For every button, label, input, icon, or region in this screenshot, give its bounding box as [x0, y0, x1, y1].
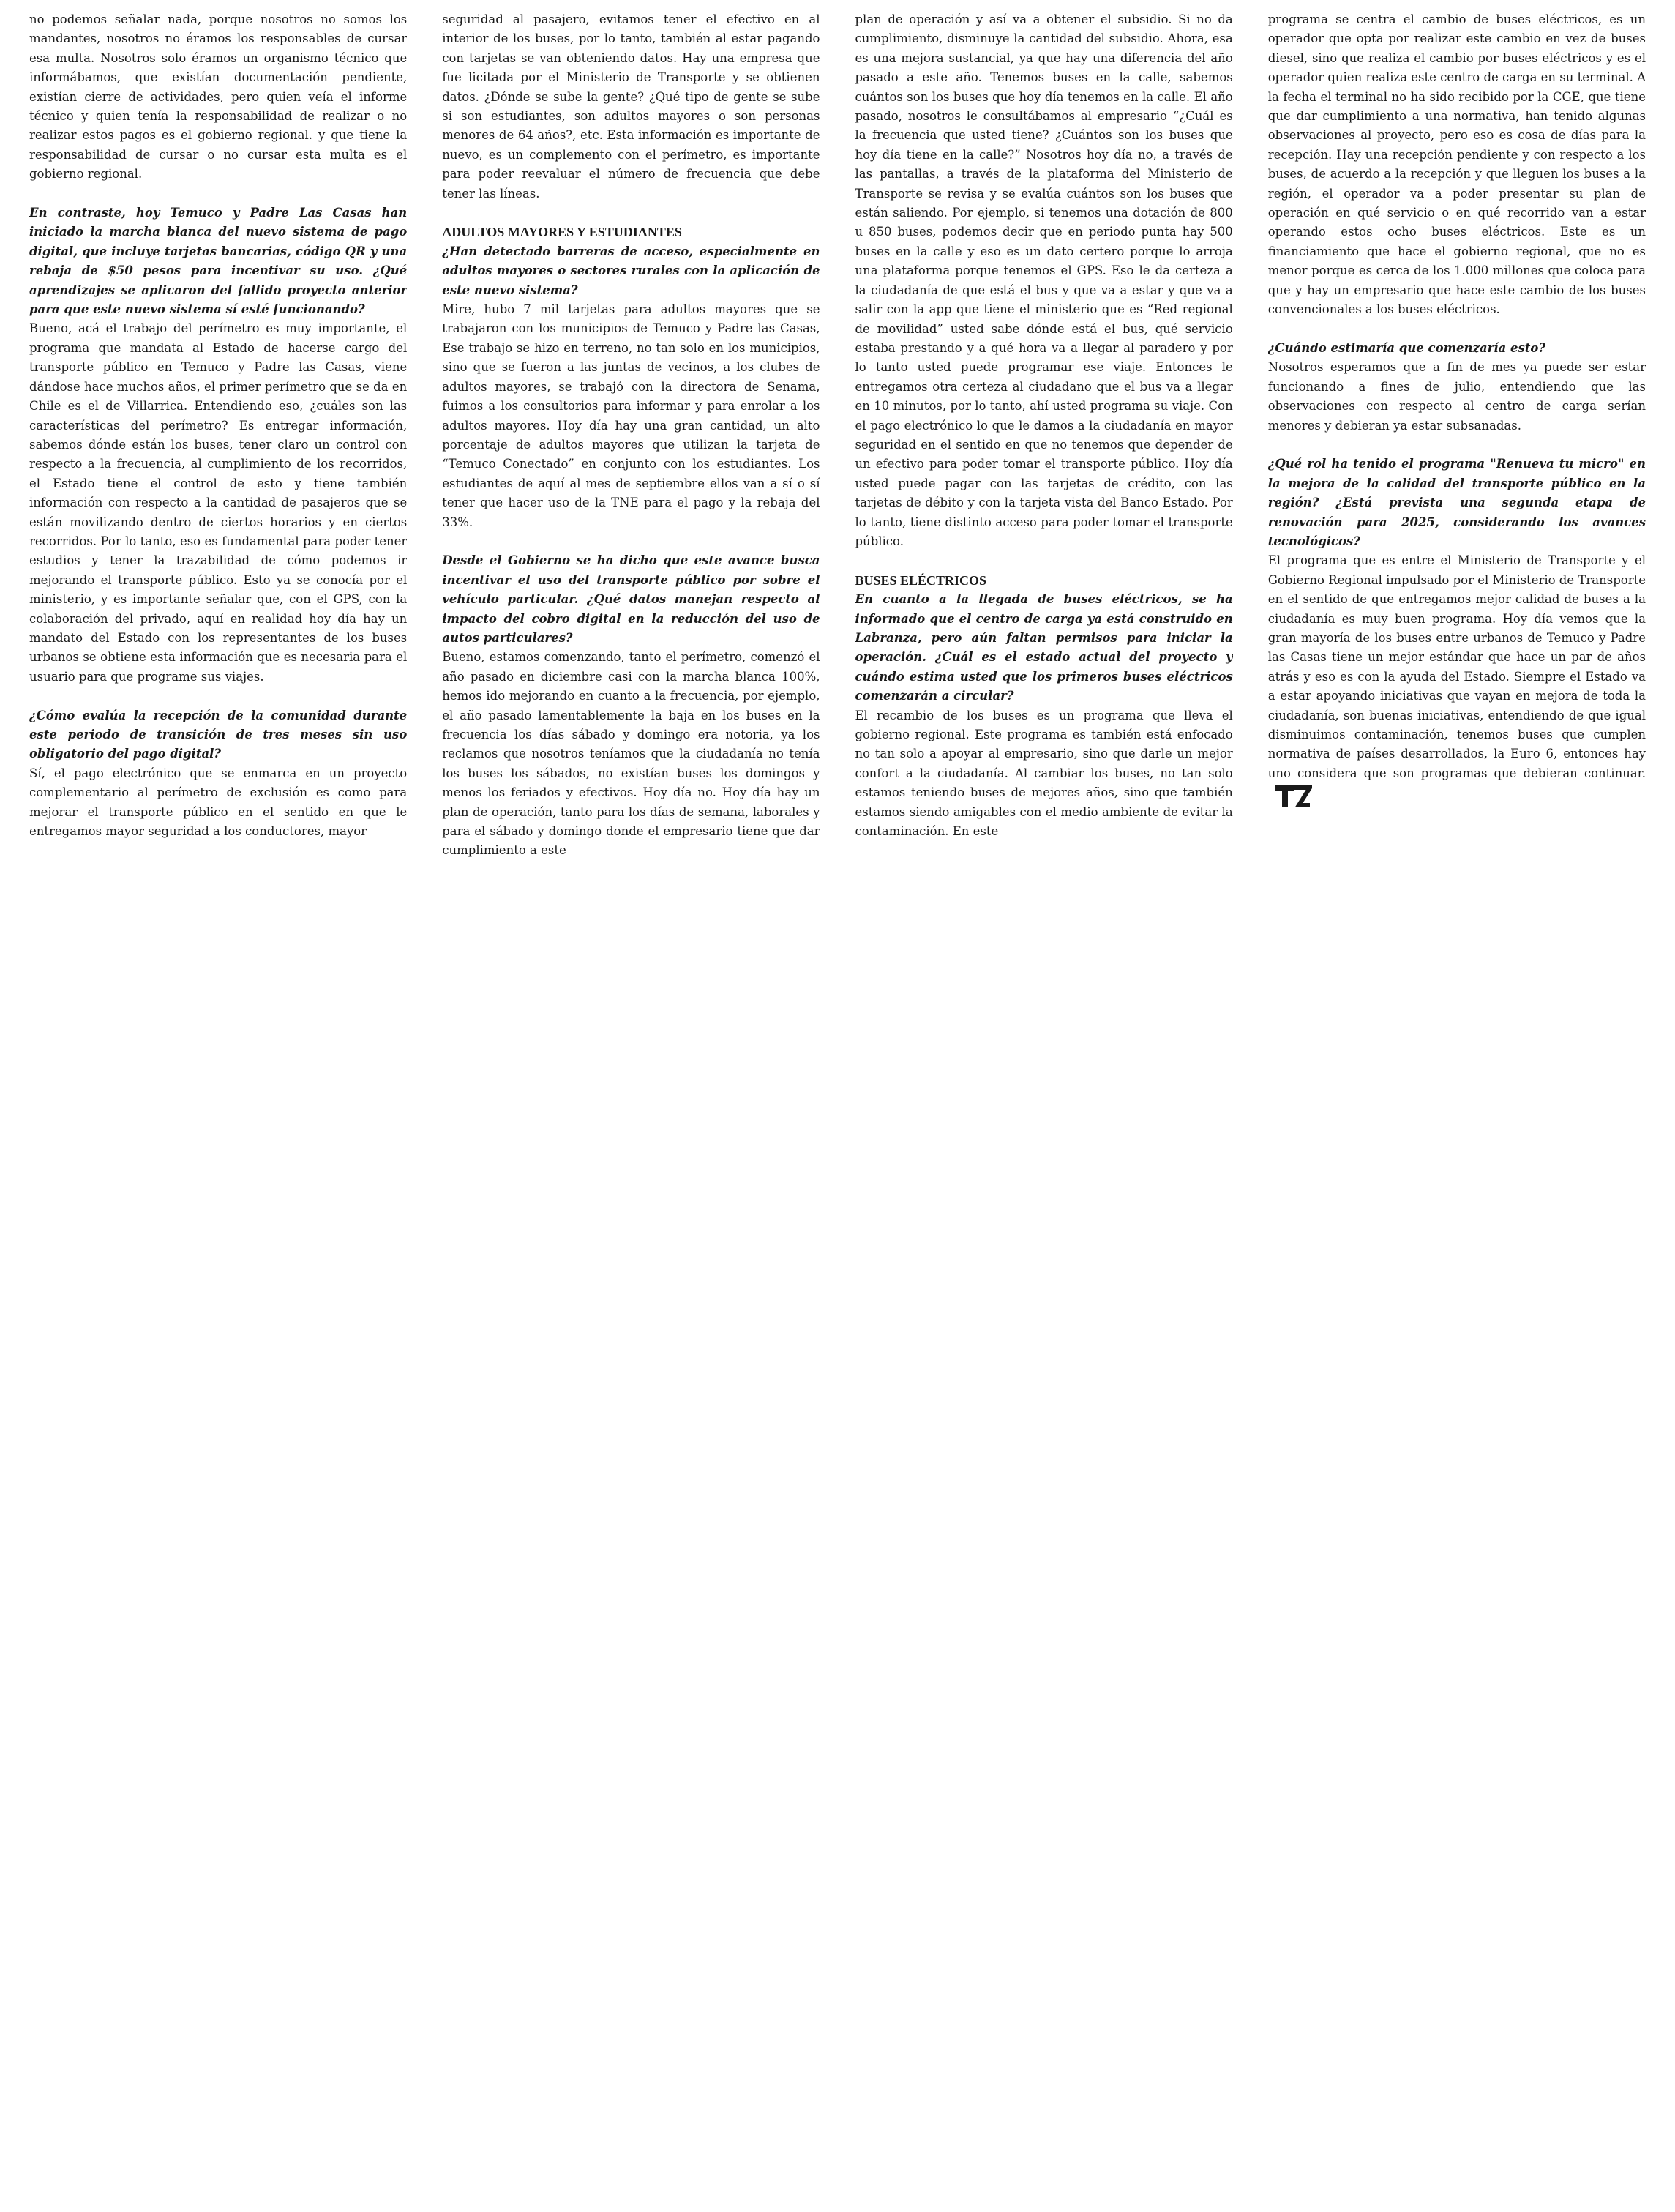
section-heading — [442, 223, 820, 242]
paragraph-text: Bueno, estamos comenzando, tanto el perímetro, comenzó el año pasado en diciembre casi con la marcha blanca 100%, hemos ido mejorando en cuanto a la frecuencia, por ejemplo, el año pasado lamentablemente la baja en los buses en la frecuencia los días sábado y domingo era notoria, ya los reclamos que nosotros teníamos que la ciudadanía no tenía los buses los sábados, no existían buses los domingos y menos los feriados y efectivos. Hoy día no. Hoy día hay un plan de operación, tanto para los días de semana, laborales y para el sábado y domingo donde el empresario tiene que dar cumplimiento a este — [442, 650, 820, 858]
interview-question — [1268, 455, 1646, 551]
answer-paragraph — [855, 706, 1233, 842]
paragraph-text: ¿Qué rol ha tenido el programa "Renueva tu micro" en la mejora de la calidad del transporte público en la región? ¿Está prevista una segunda etapa de renovación para 2025, considerando los avances tecnológicos? — [1267, 457, 1646, 548]
paragraph-text: Mire, hubo 7 mil tarjetas para adultos mayores que se trabajaron con los municipios de Temuco y Padre las Casas, Ese trabajo se hizo en terreno, no tan solo en los municipios, sino que se fueron a las juntas de vecinos, a los clubes de adultos mayores, se trabajó con la directora de Senama, fuimos a los consultorios para informar y para enrolar a los adultos mayores. Hoy día hay una gran cantidad, un alto porcentaje de adultos mayores que utilizan la tarjeta de “Temuco Conectado” en conjunto con los estudiantes. Los estudiantes de aquí al mes de septiembre ellos van a sí o sí tener que hacer uso de la TNE para el pago y la rebaja del 33%. — [442, 302, 820, 529]
question-spacer — [1268, 320, 1646, 339]
paragraph-text: BUSES ELÉCTRICOS — [855, 572, 987, 588]
interview-question — [855, 590, 1233, 706]
paragraph-text: Bueno, acá el trabajo del perímetro es muy importante, el programa que mandata al Estado de hacerse cargo del transporte público en Temuco y Padre las Casas, viene dándose hace muchos años, el primer perímetro que se da en Chile es el de Villarrica. Entendiendo eso, ¿cuáles son las características del perímetro? Es entregar información, sabemos dónde están los buses, tener claro un control con respecto a la frecuencia, al cumplimiento de los recorridos, el Estado tiene el control de esto y tiene también información con respecto a la cantidad de pasajeros que se están movilizando dentro de ciertos horarios y en ciertos recorridos. Por lo tanto, eso es fundamental para poder tener estudios y tener la trazabilidad de cómo podemos ir mejorando el transporte público. Esto ya se conocía por el ministerio, y es importante señalar que, con el GPS, con la colaboración del privado, aquí en realidad hoy día hay un mandato del Estado con los representantes de los buses urbanos se obtiene esta información que es necesaria para el usuario para que programe sus viajes. — [29, 321, 408, 684]
interview-question — [29, 706, 407, 764]
column-2 — [442, 10, 820, 2212]
paragraph-text: En contraste, hoy Temuco y Padre Las Casas han iniciado la marcha blanca del nuevo sistema de pago digital, que incluye tarjetas bancarias, código QR y una rebaja de $50 pesos para incentivar su uso. ¿Qué aprendizajes se aplicaron del fallido proyecto anterior para que este nuevo sistema sí esté funcionando? — [29, 206, 408, 317]
paragraph-text: Sí, el pago electrónico que se enmarca en un proyecto complementario al perímetro de exclusión es como para mejorar el transporte público en el sentido en que le entregamos mayor seguridad a los conductores, mayor — [29, 766, 408, 839]
answer-paragraph — [1268, 10, 1646, 320]
paragraph-text: ADULTOS MAYORES Y ESTUDIANTES — [442, 225, 682, 240]
paragraph-text: El recambio de los buses es un programa que lleva el gobierno regional. Este programa es también está enfocado no tan solo a apoyar al empresario, sino que darle un mejor confort a la ciudadanía. Al cambiar los buses, no tan solo estamos teniendo buses de mejores años, sino que también estamos siendo amigables con el medio ambiente de evitar la contaminación. En este — [855, 708, 1233, 839]
interview-question — [1268, 339, 1646, 358]
answer-paragraph — [29, 10, 407, 184]
answer-paragraph — [442, 300, 820, 532]
paragraph-text: Desde el Gobierno se ha dicho que este avance busca incentivar el uso del transporte público por sobre el vehículo particular. ¿Qué datos manejan respecto al impacto del cobro digital en la reducción del uso de autos particulares? — [442, 553, 820, 645]
section-heading — [855, 571, 1233, 590]
paragraph-text: ¿Cómo evalúa la recepción de la comunidad durante este periodo de transición de tres meses sin uso obligatorio del pago digital? — [29, 708, 408, 761]
section-spacer — [855, 551, 1233, 570]
answer-paragraph — [29, 764, 407, 842]
paragraph-text: seguridad al pasajero, evitamos tener el efectivo en al interior de los buses, por lo tanto, también al estar pagando con tarjetas se van obteniendo datos. Hay una empresa que fue licitada por el Ministerio de Transporte y se obtienen datos. ¿Dónde se sube la gente? ¿Qué tipo de gente se sube si son estudiantes, son adultos mayores o son personas menores de 64 años?, etc. Esta información es importante de nuevo, es un complemento con el perímetro, es importante para poder reevaluar el número de frecuencia que debe tener las líneas. — [442, 12, 820, 201]
interview-question — [442, 242, 820, 300]
paragraph-text: Nosotros esperamos que a fin de mes ya puede ser estar funcionando a fines de julio, entendiendo que las observaciones con respecto al centro de carga serían menores y debieran ya estar subsanadas. — [1267, 360, 1646, 433]
answer-paragraph — [442, 648, 820, 860]
interview-question — [442, 551, 820, 648]
paragraph-text: programa se centra el cambio de buses eléctricos, es un operador que opta por realizar este cambio en vez de buses diesel, sino que realiza el cambio por buses eléctricos y es el operador quien realiza este centro de carga en su terminal. A la fecha el terminal no ha sido recibido por la CGE, que tiene que dar cumplimiento a una normativa, han tenido algunas observaciones al proyecto, pero eso es cosa de días para la recepción. Hay una recepción pendiente y con respecto a los buses, de acuerdo a la recepción y que lleguen los buses a la región, el operador va a poder presentar su plan de operación en qué servicio o en qué recorrido van a estar operando estos ocho buses eléctricos. Este es un financiamiento que hace el gobierno regional, que no es menor porque es cerca de los 1.000 millones que coloca para que y hay un empresario que hace este cambio de los buses convencionales a los buses eléctricos. — [1267, 12, 1646, 317]
answer-paragraph — [855, 10, 1233, 551]
paragraph-text: En cuanto a la llegada de buses eléctricos, se ha informado que el centro de carga ya está construido en Labranza, pero aún faltan permisos para iniciar la operación. ¿Cuál es el estado actual del proyecto y cuándo estima usted que los primeros buses eléctricos comenzarán a circular? — [855, 592, 1233, 703]
section-spacer — [442, 203, 820, 223]
answer-paragraph — [442, 10, 820, 203]
paragraph-text: plan de operación y así va a obtener el subsidio. Si no da cumplimiento, disminuye la cantidad del subsidio. Ahora, esa es una mejora sustancial, ya que hay una diferencia del año pasado a este año. Tenemos buses en la calle, sabemos cuántos son los buses que hoy día tenemos en la calle. El año pasado, nosotros le consultábamos al empresario “¿Cuál es la frecuencia que usted tiene? ¿Cuántos son los buses que hoy día tiene en la calle?” Nosotros hoy día no, a través de las pantallas, a través de la plataforma del Ministerio de Transporte se revisa y se evalúa cuántos son los buses que están saliendo. Por ejemplo, si tenemos una dotación de 800 u 850 buses, podemos decir que en periodo punta hay 500 buses en la calle y eso es un dato certero porque lo arroja una plataforma porque tenemos el GPS. Eso le da certeza a la ciudadanía de que está el bus y que va a estar y que va a salir con la app que tiene el ministerio que es “Red regional de movilidad” usted sabe dónde está el bus, qué servicio estaba prestando y a qué hora va a llegar al paradero y por lo tanto usted puede programar ese viaje. Entonces le entregamos otra certeza al ciudadano que el bus va a llegar en 10 minutos, por lo tanto, ahí usted programa su viaje. Con el pago electrónico lo que le damos a la ciudadanía en mayor seguridad en el sentido en que no tenemos que depender de un efectivo para poder tomar el transporte público. Hoy día usted puede pagar con las tarjetas de crédito, con las tarjetas de débito y con la tarjeta vista del Banco Estado. Por lo tanto, tiene distinto acceso para poder tomar el transporte público. — [855, 12, 1233, 548]
paragraph-text: El programa que es entre el Ministerio de Transporte y el Gobierno Regional impulsado por el Ministerio de Transporte en el sentido de que entregamos mejor calidad de buses a la ciudadanía es muy buen programa. Hoy día vemos que la gran mayoría de los buses entre urbanos de Temuco y Padre las Casas tiene un mejor estándar que hace un par de años atrás y eso es con la ayuda del Estado. Siempre el Estado va a estar apoyando iniciativas que vayan en mejora de toda la ciudadanía, son buenas iniciativas, entendiendo de que igual disminuimos contaminación, tenemos buses que cumplen normativa de países desarrollados, la Euro 6, entonces hay uno considera que son programas que debieran continuar. — [1267, 553, 1646, 780]
column-3 — [855, 10, 1233, 2212]
paragraph-text: ¿Han detectado barreras de acceso, especialmente en adultos mayores o sectores rurales con la aplicación de este nuevo sistema? — [442, 244, 820, 297]
answer-paragraph — [29, 319, 407, 687]
paragraph-text: no podemos señalar nada, porque nosotros no somos los mandantes, nosotros no éramos los responsables de cursar esa multa. Nosotros solo éramos un organismo técnico que informábamos, que existían documentación pendiente, existían cierre de actividades, pero quien veía el informe técnico y quien tenía la responsabilidad de realizar o no realizar estos pagos es el gobierno regional. y que tiene la responsabilidad de cursar o no cursar esta multa es el gobierno regional. — [29, 12, 408, 182]
question-spacer — [1268, 436, 1646, 455]
publication-end-mark-icon — [1274, 783, 1312, 810]
answer-paragraph — [1268, 358, 1646, 436]
question-spacer — [29, 184, 407, 203]
column-4 — [1268, 10, 1646, 2212]
interview-question — [29, 203, 407, 319]
question-spacer — [442, 532, 820, 551]
paragraph-text: ¿Cuándo estimaría que comenzaría esto? — [1267, 340, 1546, 355]
answer-paragraph — [1268, 551, 1646, 810]
column-1 — [29, 10, 407, 2212]
question-spacer — [29, 687, 407, 706]
